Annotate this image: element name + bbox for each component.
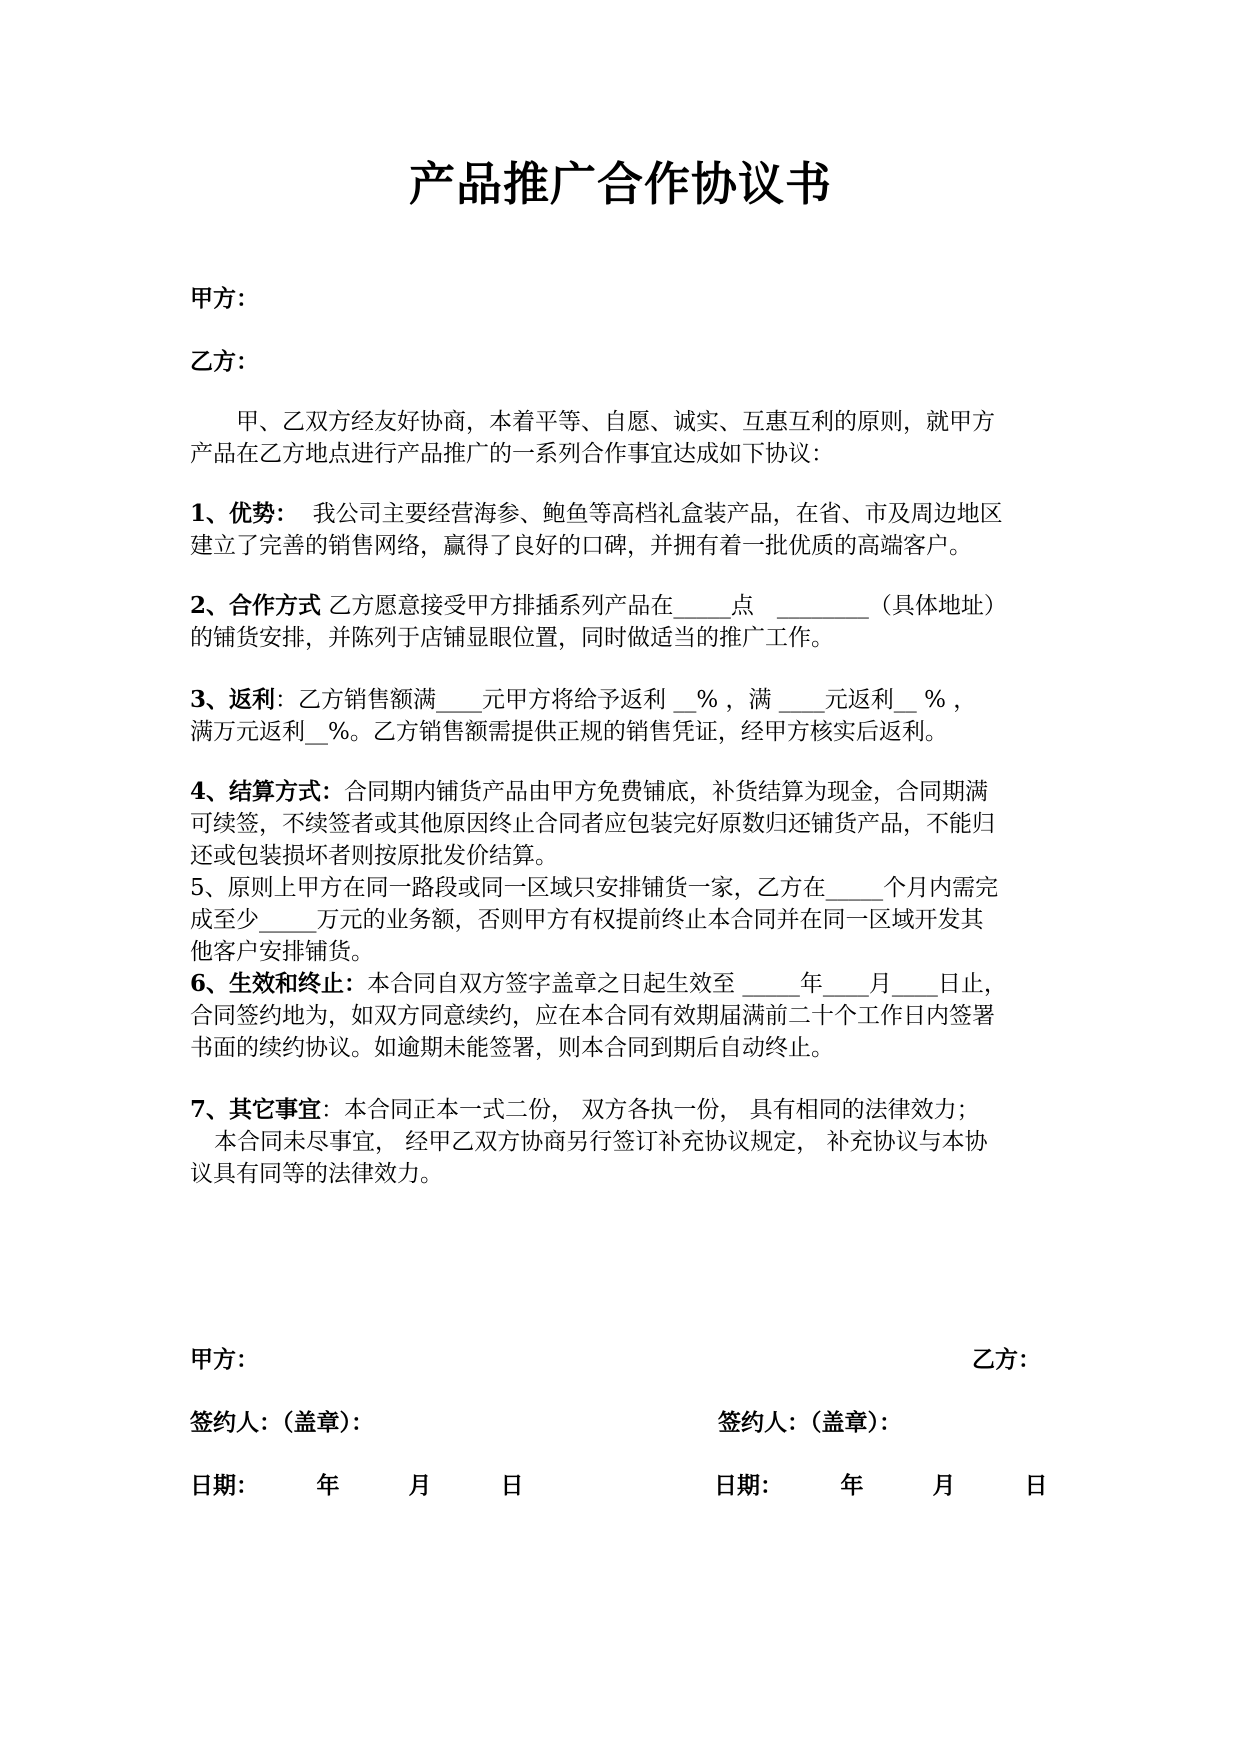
clause-text: 还或包装损坏者则按原批发价结算。 [190, 843, 558, 869]
clause-7 [190, 1094, 1070, 1190]
clause-text: 我公司主要经营海参、鲍鱼等高档礼盒装产品，在省、市及周边地区 [312, 501, 1003, 527]
signature-party-a: 甲方： [190, 1347, 259, 1373]
intro-paragraph [190, 406, 1070, 470]
clause-text: 他客户安排铺货。 [190, 939, 374, 965]
clause-text: ：乙方销售额满____元甲方将给予返利 __% ，满 ____元返利__ % ， [275, 687, 977, 713]
clause-heading: 4、结算方式： [190, 778, 345, 805]
clause-text: 乙方愿意接受甲方排插系列产品在_____点 ________（具体地址） [328, 593, 1007, 619]
signature-signer-a: 签约人：（盖章）： [190, 1410, 374, 1436]
clause-1 [190, 498, 1070, 562]
intro-line: 甲、乙双方经友好协商，本着平等、自愿、诚实、互惠互利的原则，就甲方 [236, 409, 995, 435]
signature-signer-b: 签约人：（盖章）： [718, 1410, 902, 1436]
signature-party-b: 乙方： [972, 1347, 1041, 1373]
clause-text: 建立了完善的销售网络，赢得了良好的口碑，并拥有着一批优质的高端客户。 [190, 533, 972, 559]
clause-text: 本合同自双方签字盖章之日起生效至 _____年____月____日止， [367, 971, 1007, 997]
clause-text: 议具有同等的法律效力。 [190, 1161, 443, 1187]
clause-text: 满万元返利__%。乙方销售额需提供正规的销售凭证，经甲方核实后返利。 [190, 719, 948, 745]
clause-text: 可续签，不续签者或其他原因终止合同者应包装完好原数归还铺货产品，不能归 [190, 811, 995, 837]
signature-date-a: 日期： 年 月 日 [190, 1473, 524, 1499]
clause-text: 合同签约地为，如双方同意续约，应在本合同有效期届满前二十个工作日内签署 [190, 1003, 995, 1029]
clause-text: ：本合同正本一式二份， 双方各执一份， 具有相同的法律效力； [321, 1097, 980, 1123]
clause-5 [190, 872, 1070, 968]
clause-text: 合同期内铺货产品由甲方免费铺底，补货结算为现金，合同期满 [344, 779, 989, 805]
clause-text: 本合同未尽事宜， 经甲乙双方协商另行签订补充协议规定， 补充协议与本协 [214, 1129, 988, 1155]
clause-2 [190, 590, 1070, 654]
clause-heading: 7、其它事宜 [190, 1096, 322, 1123]
document-title: 产品推广合作协议书 [409, 157, 832, 211]
clause-6 [190, 968, 1070, 1064]
clause-3 [190, 684, 1070, 748]
clause-heading: 1、优势： [190, 500, 299, 527]
clause-4 [190, 776, 1070, 872]
clause-text: 5、原则上甲方在同一路段或同一区域只安排铺货一家，乙方在_____个月内需完 [190, 875, 999, 901]
clause-heading: 6、生效和终止： [190, 970, 368, 997]
intro-line: 产品在乙方地点进行产品推广的一系列合作事宜达成如下协议： [190, 441, 834, 467]
clause-text: 书面的续约协议。如逾期未能签署，则本合同到期后自动终止。 [190, 1035, 834, 1061]
clause-text: 的铺货安排，并陈列于店铺显眼位置，同时做适当的推广工作。 [190, 625, 834, 651]
party-a-label: 甲方： [190, 286, 259, 312]
clause-heading: 2、合作方式 [190, 592, 322, 619]
signature-date-b: 日期： 年 月 日 [714, 1473, 1048, 1499]
party-b-label: 乙方： [190, 349, 259, 375]
clause-text: 成至少_____万元的业务额，否则甲方有权提前终止本合同并在同一区域开发其 [190, 907, 984, 933]
clause-heading: 3、返利 [190, 686, 276, 713]
